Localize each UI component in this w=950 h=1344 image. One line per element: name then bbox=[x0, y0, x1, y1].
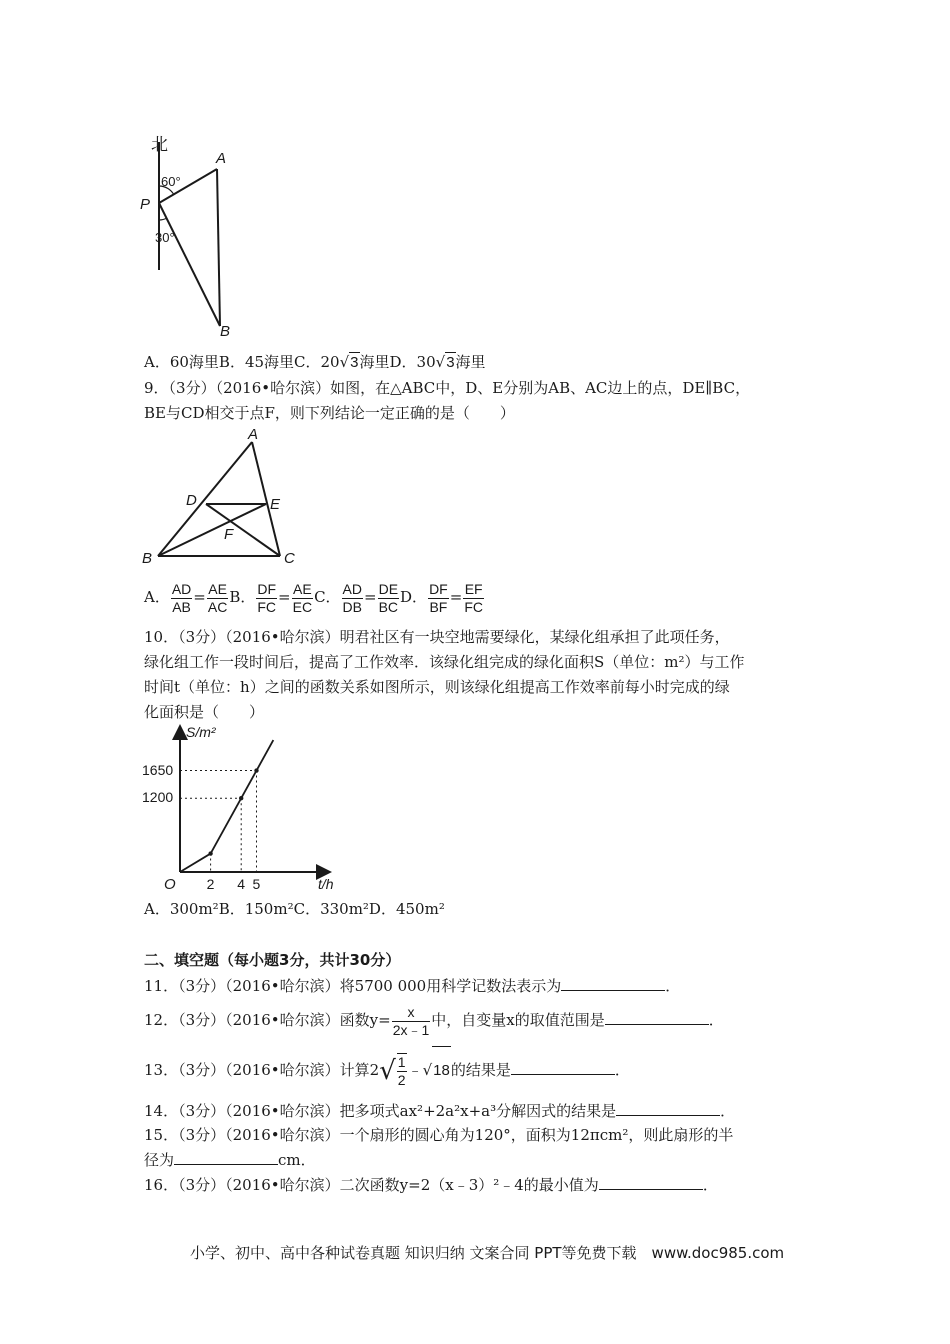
q9-line2: BE与CD相交于点F，则下列结论一定正确的是（ ） bbox=[144, 404, 515, 422]
answer-blank[interactable] bbox=[605, 1009, 709, 1025]
fraction: $\frac{AD}{AB}$ bbox=[171, 580, 192, 615]
point-P-label: P bbox=[140, 196, 151, 213]
segment-AB bbox=[217, 169, 220, 326]
answer-blank[interactable] bbox=[174, 1149, 278, 1165]
point-D-label: D bbox=[186, 492, 197, 509]
x-tick-label: 4 bbox=[237, 876, 245, 892]
sqrt-3: 3 bbox=[350, 354, 359, 371]
figure-q8 bbox=[134, 128, 254, 343]
segment-BE bbox=[158, 504, 266, 556]
q10-line4: 化面积是（ ） bbox=[144, 703, 265, 721]
y-tick-label: 1200 bbox=[142, 789, 174, 806]
fraction: $\frac{1}{2}$ bbox=[397, 1054, 406, 1088]
bearing-diagram bbox=[134, 128, 254, 343]
fraction: $\frac{AD}{DB}$ bbox=[342, 580, 362, 615]
q11: 11．（3分）（2016•哈尔滨）将5700 000用科学记数法表示为 ． bbox=[144, 977, 681, 995]
q10-line1: 10．（3分）（2016•哈尔滨）明君社区有一块空地需要绿化，某绿化组承担了此项任务， bbox=[144, 628, 730, 646]
point-F-label: F bbox=[224, 526, 234, 543]
fraction: $\frac{AE}{AC}$ bbox=[207, 580, 228, 615]
point-A-label: A bbox=[248, 426, 259, 443]
y-tick-label: 1650 bbox=[142, 761, 174, 778]
sqrt-18: 18 bbox=[432, 1046, 451, 1095]
point-A-label: A bbox=[216, 150, 227, 167]
point-E-label: E bbox=[270, 496, 281, 513]
q15-line1: 15．（3分）（2016•哈尔滨）一个扇形的圆心角为120°，面积为12πcm²，则此扇形的半 bbox=[144, 1126, 734, 1144]
y-axis-label: S/m² bbox=[186, 724, 216, 740]
segment-PB bbox=[159, 203, 220, 326]
fraction: $\frac{AE}{EC}$ bbox=[292, 580, 313, 615]
x-tick-label: 2 bbox=[206, 876, 215, 892]
angle-60-label: 60° bbox=[161, 174, 181, 189]
fraction: $\frac{DF}{FC}$ bbox=[257, 580, 277, 615]
q13: 13．（3分）（2016•哈尔滨）计算2√ $\frac{1}{2}$ ﹣√18的结果是 ． bbox=[144, 1046, 630, 1094]
data-point bbox=[239, 796, 243, 800]
data-point bbox=[208, 851, 212, 855]
figure-q10-chart bbox=[138, 724, 348, 896]
q10-options: A．300m²B．150m²C．330m²D．450m² bbox=[144, 900, 445, 918]
fraction: $\frac{DF}{BF}$ bbox=[429, 580, 448, 615]
chart bbox=[138, 724, 348, 896]
q12: 12．（3分）（2016•哈尔滨）函数y= $\frac{x}{2x﹣1}$ 中，自变量x的取值范围是 ． bbox=[144, 1003, 724, 1038]
point-B-label: B bbox=[142, 550, 153, 567]
origin-label: O bbox=[164, 876, 176, 893]
q9-line1: 9．（3分）（2016•哈尔滨）如图，在△ABC中，D、E分别为AB、AC边上的点，DE∥BC， bbox=[144, 379, 751, 397]
series-segment bbox=[241, 771, 256, 799]
data-point bbox=[254, 768, 258, 772]
fraction: $\frac{DE}{BC}$ bbox=[378, 580, 399, 615]
figure-q9 bbox=[140, 426, 310, 572]
section-title: 二、填空题（每小题3分，共计30分） bbox=[144, 951, 401, 969]
fraction: $\frac{EF}{FC}$ bbox=[464, 580, 483, 615]
angle-arc-bottom bbox=[159, 218, 167, 220]
q16: 16．（3分）（2016•哈尔滨）二次函数y=2（x﹣3）²﹣4的最小值为 ． bbox=[144, 1176, 718, 1194]
series-extension bbox=[257, 740, 274, 770]
answer-blank[interactable] bbox=[511, 1059, 615, 1075]
x-tick-label: 5 bbox=[252, 876, 261, 892]
point-B-label: B bbox=[220, 323, 231, 340]
point-C-label: C bbox=[284, 550, 295, 567]
q9-options: A． $\frac{AD}{AB}$ = $\frac{AE}{AC}$ B． $\frac{DF}{FC}$ = $\frac{AE}{EC}$ C． $\frac{AD}{DB}$ = $\frac{DE}{BC}$ D． $\frac{DF}{BF}$ = $\frac{EF}{FC}$ bbox=[144, 580, 483, 615]
q10-line3: 时间t（单位：h）之间的函数关系如图所示，则该绿化组提高工作效率前每小时完成的绿 bbox=[144, 678, 730, 696]
q15-line2: 径为 cm． bbox=[144, 1151, 316, 1169]
series-segment bbox=[180, 854, 211, 872]
answer-blank[interactable] bbox=[616, 1100, 720, 1116]
side-AB bbox=[158, 442, 252, 556]
x-axis-label: t/h bbox=[318, 876, 334, 892]
q10-line2: 绿化组工作一段时间后，提高了工作效率．该绿化组完成的绿化面积S（单位：m²）与工作 bbox=[144, 653, 745, 671]
answer-blank[interactable] bbox=[561, 975, 665, 991]
fraction: $\frac{x}{2x﹣1}$ bbox=[392, 1003, 430, 1038]
angle-30-label: 30° bbox=[155, 230, 175, 245]
answer-blank[interactable] bbox=[599, 1174, 703, 1190]
q14: 14．（3分）（2016•哈尔滨）把多项式ax²+2a²x+a³分解因式的结果是 ． bbox=[144, 1102, 736, 1120]
footer-banner[interactable]: 小学、初中、高中各种试卷真题 知识归纳 文案合同 PPT等免费下载 www.doc985.com bbox=[190, 1244, 785, 1262]
sqrt-3b: 3 bbox=[446, 354, 455, 371]
q8-options: A．60海里B．45海里C．20√3海里D．30√3海里 bbox=[144, 353, 486, 371]
series-segment bbox=[211, 798, 242, 853]
north-label: 北 bbox=[151, 135, 168, 155]
